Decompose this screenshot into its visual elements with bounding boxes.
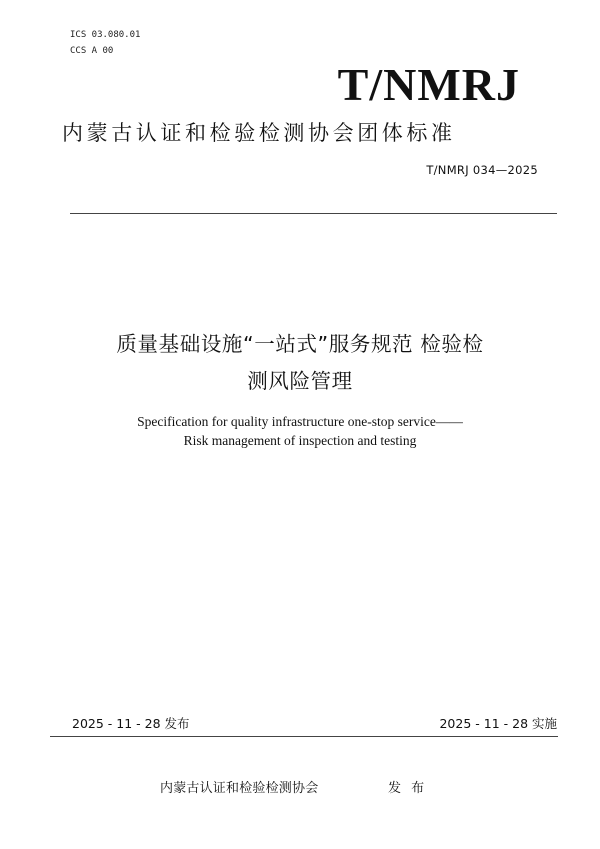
chinese-title-line-1: 质量基础设施“一站式”服务规范 检验检 bbox=[116, 332, 484, 356]
standard-number: T/NMRJ 034—2025 bbox=[426, 163, 538, 177]
top-divider bbox=[70, 213, 557, 214]
chinese-title-line-2: 测风险管理 bbox=[247, 369, 353, 393]
association-title: 内蒙古认证和检验检测协会团体标准 bbox=[62, 121, 456, 145]
publisher-name: 内蒙古认证和检验检测协会 bbox=[160, 781, 319, 796]
english-title-line-1: Specification for quality infrastructure one-stop service—— bbox=[137, 414, 463, 429]
issue-date: 2025 - 11 - 28 发布 bbox=[72, 716, 190, 731]
ics-code: ICS 03.080.01 bbox=[70, 30, 141, 40]
publish-label: 发 布 bbox=[388, 781, 428, 796]
standard-brand-logo: T/NMRJ bbox=[337, 59, 520, 110]
english-title-line-2: Risk management of inspection and testing bbox=[183, 433, 417, 448]
implementation-date: 2025 - 11 - 28 实施 bbox=[439, 716, 557, 731]
ccs-code: CCS A 00 bbox=[70, 46, 114, 56]
bottom-divider bbox=[50, 736, 558, 737]
